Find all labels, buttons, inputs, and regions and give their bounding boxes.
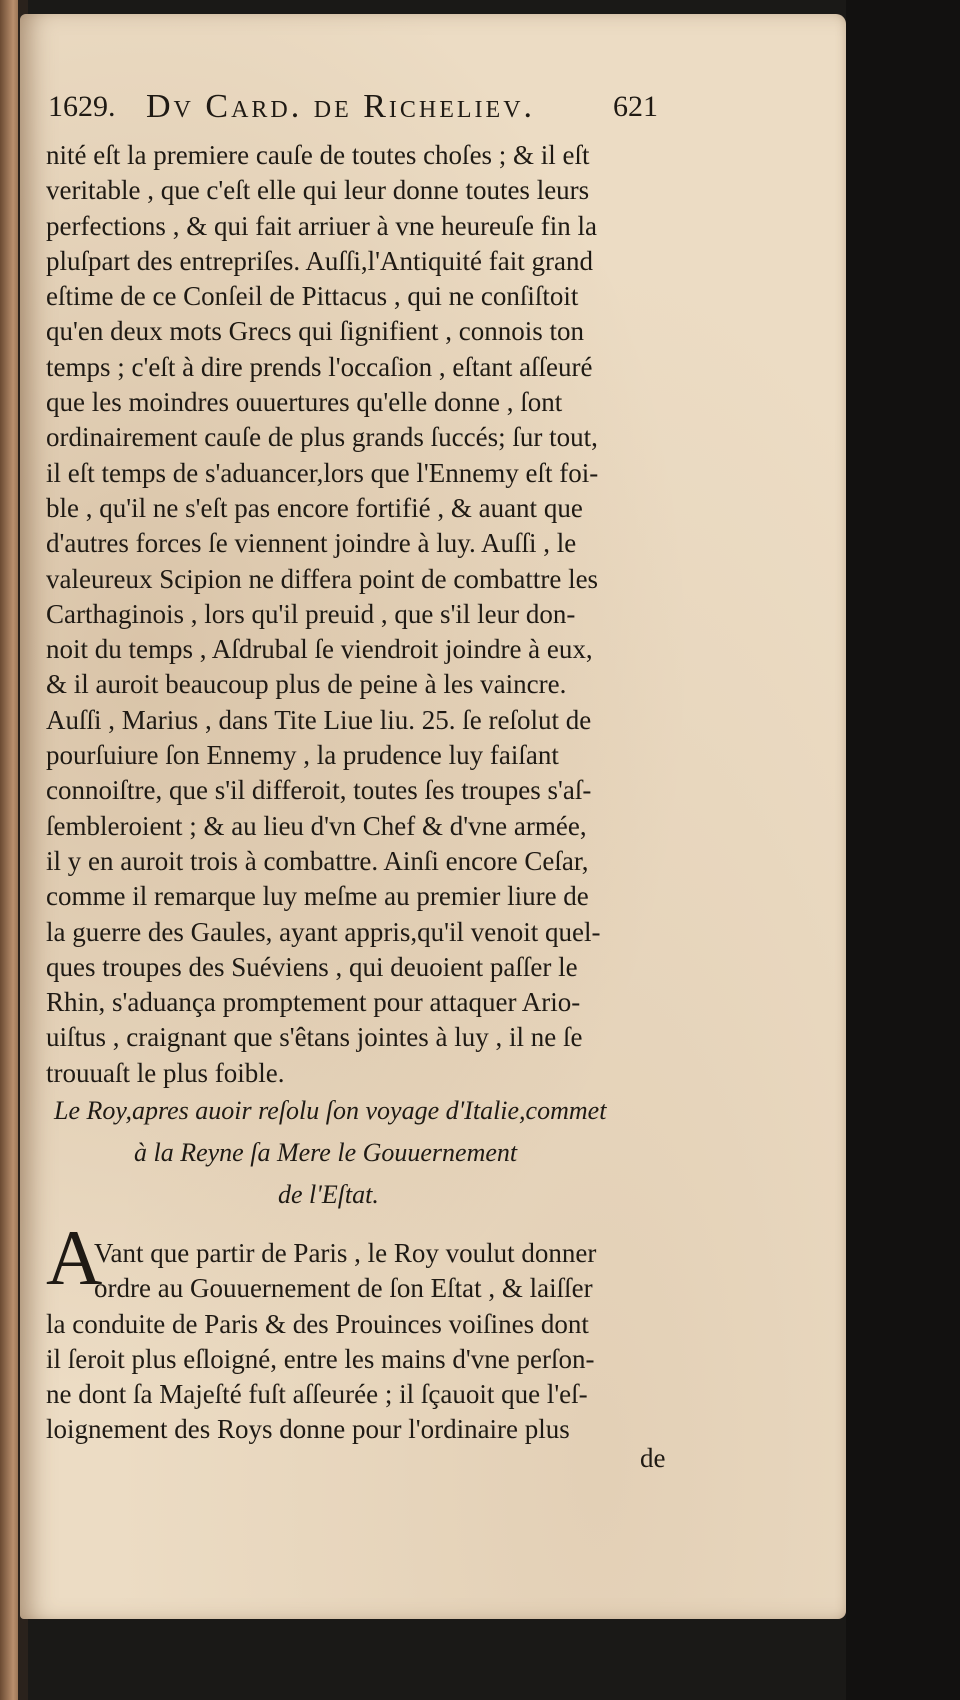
text-line: d'autres forces ſe viennent joindre à luy. Auſſi , le bbox=[46, 528, 577, 559]
text-line: valeureux Scipion ne differa point de combattre les bbox=[46, 563, 599, 594]
running-head-year: 1629. bbox=[48, 90, 116, 123]
text-line: Carthaginois , lors qu'il preuid , que s'il leur don- bbox=[46, 598, 576, 629]
body-paragraph bbox=[46, 138, 666, 1091]
second-paragraph bbox=[46, 1236, 666, 1448]
text-line: ble , qu'il ne s'eſt pas encore fortifié , & auant que bbox=[46, 492, 583, 523]
section-heading-line-1: Le Roy,apres auoir reſolu ſon voyage d'Italie,commet bbox=[54, 1096, 607, 1125]
running-head-title: Dv Card. de Richeliev. bbox=[146, 88, 536, 125]
text-line: que les moindres ouuertures qu'elle donne , ſont bbox=[46, 387, 563, 418]
text-line: nité eſt la premiere cauſe de toutes choſes ; & il eſt bbox=[46, 140, 590, 170]
text-line: noit du temps , Aſdrubal ſe viendroit joindre à eux, bbox=[46, 634, 593, 665]
text-line: Rhin, s'aduança promptement pour attaquer Ario- bbox=[46, 987, 581, 1018]
text-line: ordinairement cauſe de plus grands ſuccés; ſur tout, bbox=[46, 422, 598, 453]
text-line: il eſt temps de s'aduancer,lors que l'Ennemy eſt foi- bbox=[46, 457, 599, 488]
text-line: temps ; c'eſt à dire prends l'occaſion , eſtant aſſeuré bbox=[46, 351, 593, 382]
text-line: perfections , & qui fait arriuer à vne heureuſe fin la bbox=[46, 210, 598, 241]
text-line: connoiſtre, que s'il differoit, toutes ſes troupes s'aſ- bbox=[46, 775, 592, 806]
text-line: il ſeroit plus eſloigné, entre les mains d'vne perſon- bbox=[46, 1343, 595, 1374]
text-line: qu'en deux mots Grecs qui ſignifient , connois ton bbox=[46, 316, 585, 347]
text-line: ordre au Gouuernement de ſon Eſtat , & laiſſer bbox=[94, 1273, 593, 1304]
page-number: 621 bbox=[613, 90, 658, 123]
text-line: eſtime de ce Conſeil de Pittacus , qui ne conſiſtoit bbox=[46, 281, 579, 312]
text-line: pluſpart des entrepriſes. Auſſi,l'Antiquité fait grand bbox=[46, 245, 593, 276]
text-line: la conduite de Paris & des Prouinces voiſines dont bbox=[46, 1308, 589, 1339]
background-right bbox=[846, 0, 960, 1700]
catchword: de bbox=[640, 1443, 666, 1473]
text-line: Auſſi , Marius , dans Tite Liue liu. 25. ſe reſolut de bbox=[46, 704, 592, 735]
text-line: Vant que partir de Paris , le Roy voulut donner bbox=[94, 1238, 597, 1268]
text-line: veritable , que c'eſt elle qui leur donne toutes leurs bbox=[46, 175, 590, 206]
text-line: la guerre des Gaules, ayant appris,qu'il venoit quel- bbox=[46, 916, 601, 947]
text-line: ſembleroient ; & au lieu d'vn Chef & d'vne armée, bbox=[46, 810, 587, 841]
text-line: uiſtus , craignant que s'êtans jointes à luy , il ne ſe bbox=[46, 1022, 583, 1053]
text-line: pourſuiure ſon Ennemy , la prudence luy faiſant bbox=[46, 740, 559, 771]
text-line: trouuaſt le plus foible. bbox=[46, 1057, 285, 1088]
text-line: ques troupes des Suéviens , qui deuoient paſſer le bbox=[46, 951, 578, 982]
text-line: loignement des Roys donne pour l'ordinaire plus bbox=[46, 1414, 570, 1445]
text-line: comme il remarque luy meſme au premier liure de bbox=[46, 881, 589, 912]
text-line: ne dont ſa Majeſté fuſt aſſeurée ; il ſçauoit que l'eſ- bbox=[46, 1379, 588, 1410]
text-line: il y en auroit trois à combattre. Ainſi encore Ceſar, bbox=[46, 845, 589, 876]
drop-cap: A bbox=[46, 1214, 103, 1301]
section-heading-line-3: de l'Eſtat. bbox=[278, 1180, 379, 1209]
section-heading-line-2: à la Reyne ſa Mere le Gouuernement bbox=[134, 1138, 518, 1167]
text-line: & il auroit beaucoup plus de peine à les vaincre. bbox=[46, 669, 567, 700]
running-head bbox=[48, 88, 658, 132]
